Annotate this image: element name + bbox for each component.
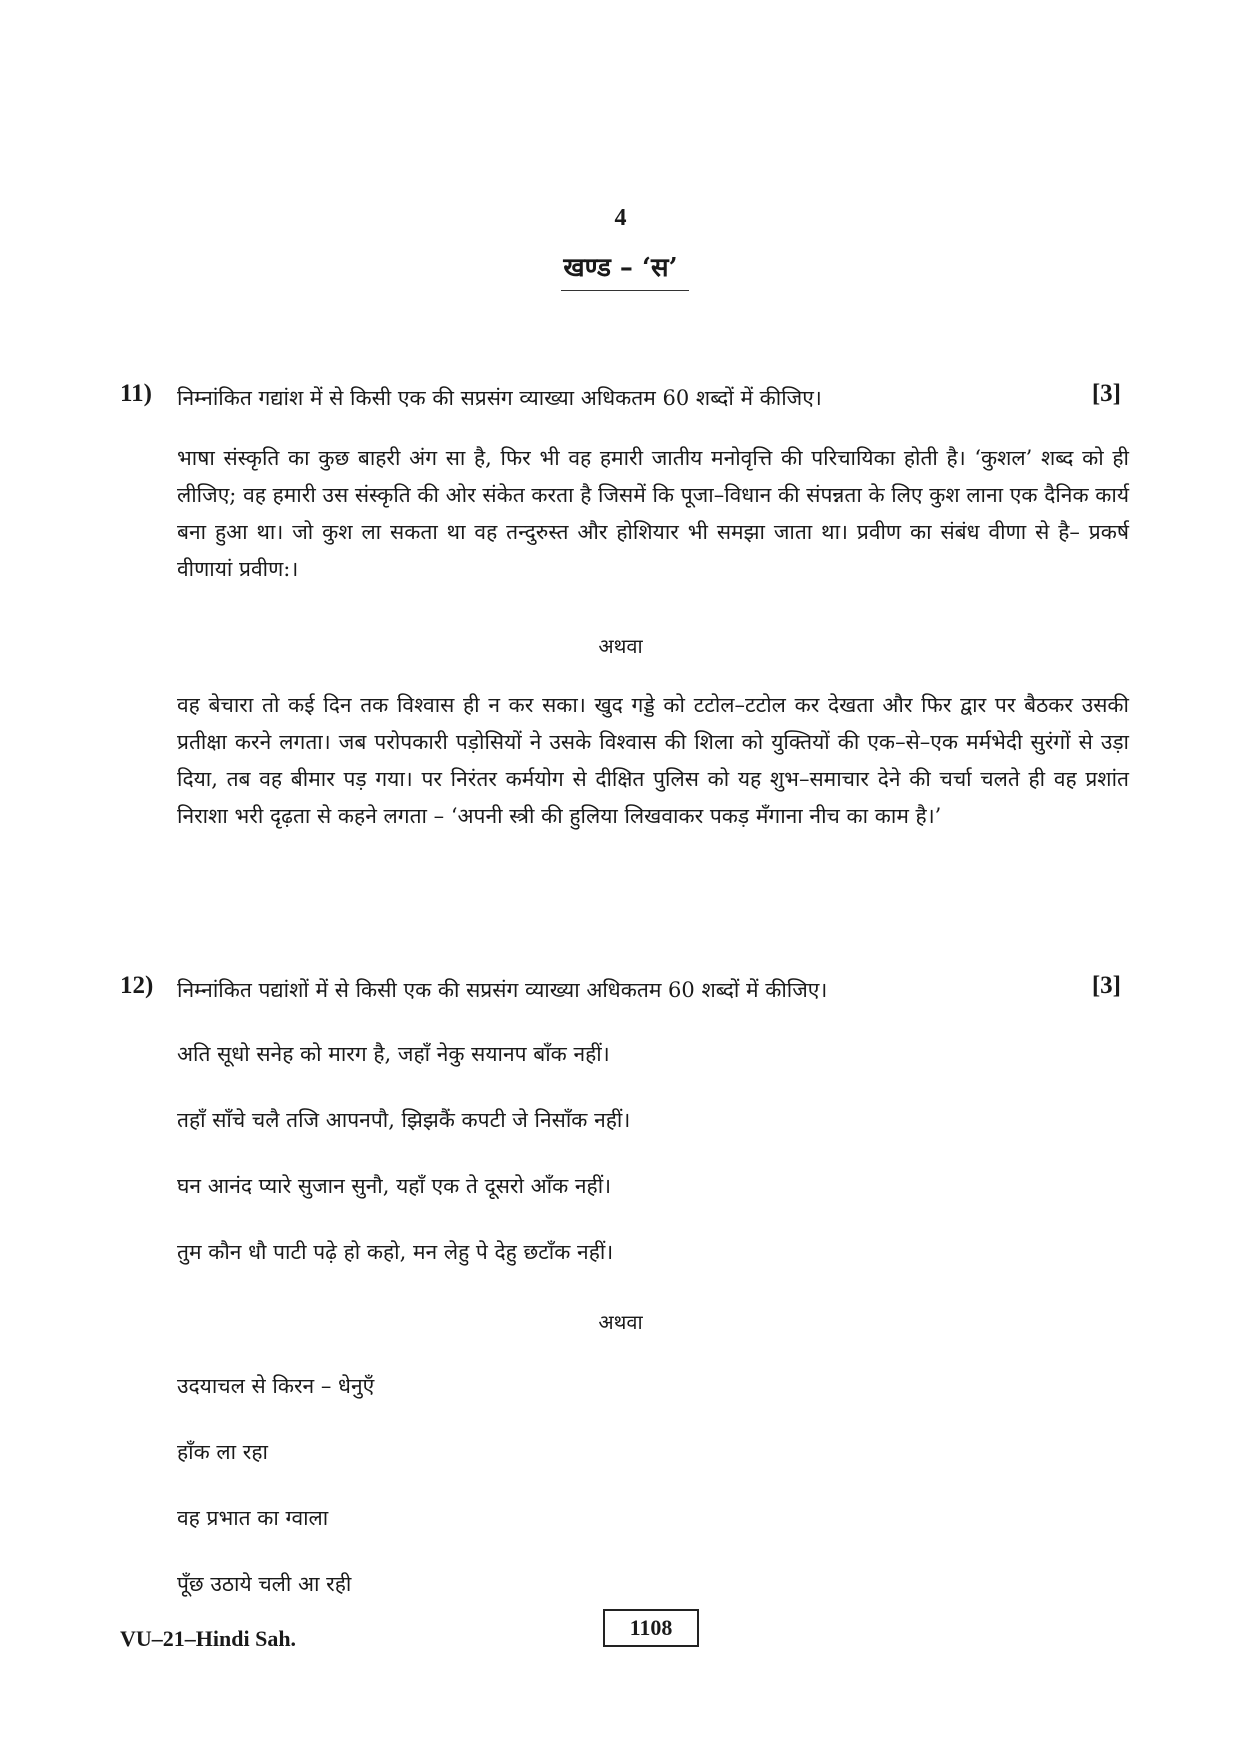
or-separator: अथवा	[598, 634, 643, 658]
verse-line: घन आनंद प्यारे सुजान सुनौ, यहाँ एक ते दूसरो आँक नहीं।	[177, 1174, 612, 1198]
section-title-underline	[561, 290, 689, 291]
verse-line: तहाँ साँचे चलै तजि आपनपौ, झिझकैं कपटी जे निसाँक नहीं।	[177, 1108, 631, 1132]
question-number: 11)	[120, 380, 152, 407]
section-title: खण्ड – ‘स’	[563, 253, 678, 283]
prose-passage: वह बेचारा तो कई दिन तक विश्वास ही न कर सका। खुद गड्डे को टटोल–टटोल कर देखता और फिर द्वार पर बैठकर उसकी प्रतीक्षा करने लगता। जब परोपकारी पड़ोसियों ने उसके विश्वास की शिला को युक्तियों की एक–से–एक मर्मभेदी सुरंगों से उड़ा दिया, तब वह बीमार पड़ गया। पर निरंतर कर्मयोग से दीक्षित पुलिस को यह शुभ–समाचार देने की चर्चा चलते ही वह प्रशांत निराशा भरी दृढ़ता से कहने लगता – ‘अपनी स्त्री की हुलिया लिखवाकर पकड़ मँगाना नीच का काम है।’	[177, 693, 1129, 828]
question-number: 12)	[120, 972, 154, 999]
verse-line: वह प्रभात का ग्वाला	[177, 1506, 329, 1530]
question-prompt: निम्नांकित गद्यांश में से किसी एक की सप्रसंग व्याख्या अधिकतम 60 शब्दों में कीजिए।	[177, 386, 822, 410]
paper-number-box: 1108	[603, 1609, 699, 1647]
verse-line: पूँछ उठाये चली आ रही	[177, 1572, 352, 1596]
verse-line: तुम कौन धौ पाटी पढ़े हो कहो, मन लेहु पे देहु छटाँक नहीं।	[177, 1240, 614, 1264]
question-marks: [3]	[1091, 972, 1121, 999]
verse-line: उदयाचल से किरन – धेनुएँ	[177, 1374, 375, 1398]
page-number: 4	[614, 205, 627, 231]
question-prompt: निम्नांकित पद्यांशों में से किसी एक की सप्रसंग व्याख्या अधिकतम 60 शब्दों में कीजिए।	[177, 978, 828, 1002]
verse-line: हाँक ला रहा	[177, 1440, 268, 1464]
verse-line: अति सूधो सनेह को मारग है, जहाँ नेकु सयानप बाँक नहीं।	[177, 1042, 610, 1066]
or-separator: अथवा	[598, 1310, 643, 1334]
prose-passage: भाषा संस्कृति का कुछ बाहरी अंग सा है, फिर भी वह हमारी जातीय मनोवृत्ति की परिचायिका होती है। ‘कुशल’ शब्द को ही लीजिए; वह हमारी उस संस्कृति की ओर संकेत करता है जिसमें कि पूजा–विधान की संपन्नता के लिए कुश लाना एक दैनिक कार्य बना हुआ था। जो कुश ला सकता था वह तन्दुरुस्त और होशियार भी समझा जाता था। प्रवीण का संबंध वीणा से है– प्रकर्ष वीणायां प्रवीण:।	[177, 446, 1129, 581]
question-marks: [3]	[1091, 380, 1121, 407]
paper-code: VU–21–Hindi Sah.	[120, 1626, 297, 1651]
